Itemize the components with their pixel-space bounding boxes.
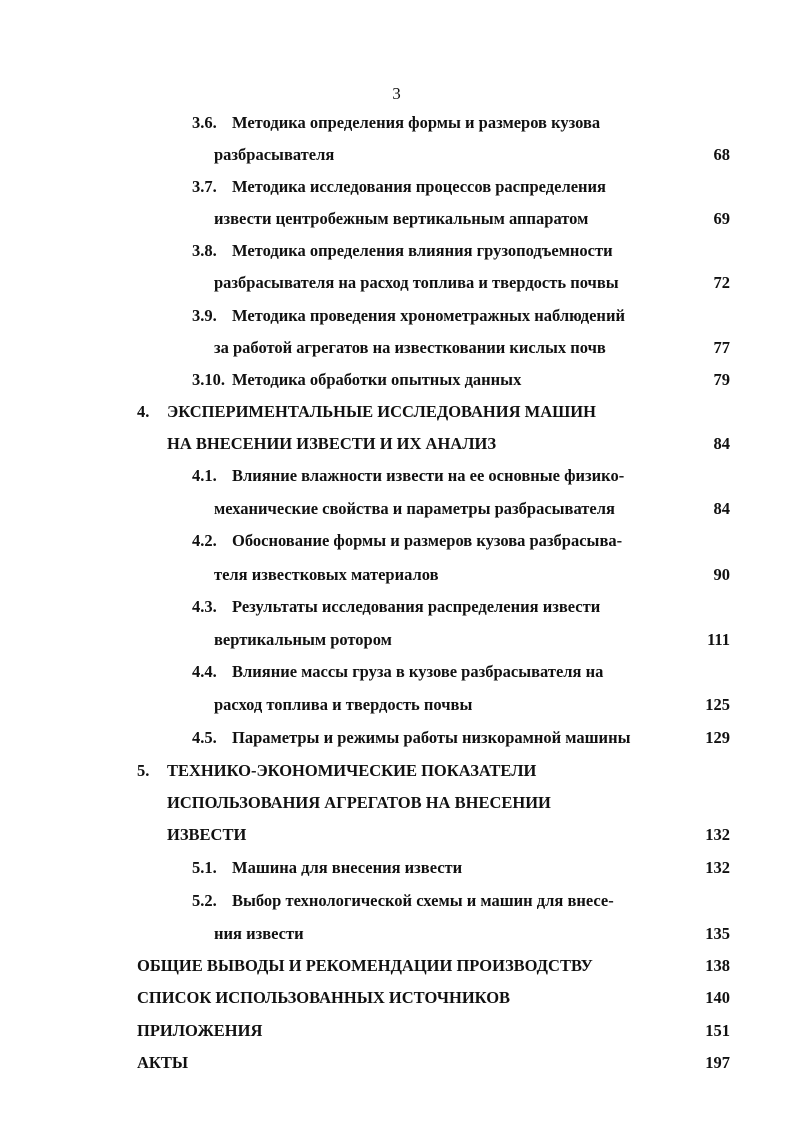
toc-entry-acts-line-1 [137, 1053, 188, 1073]
toc-entry-conclusions-line-1 [137, 956, 593, 976]
toc-entry-4-line-1 [137, 402, 596, 422]
toc-entry-title: за работой агрегатов на известковании кислых почв [214, 338, 606, 357]
toc-entry-title: Выбор технологической схемы и машин для внесе- [232, 891, 614, 910]
toc-entry-title: разбрасывателя [214, 145, 335, 164]
toc-entry-appendices-line-1 [137, 1021, 262, 1041]
toc-entry-title: ЭКСПЕРИМЕНТАЛЬНЫЕ ИССЛЕДОВАНИЯ МАШИН [167, 402, 596, 421]
toc-entry-page-4-1: 84 [713, 499, 730, 518]
toc-entry-title: Обоснование формы и размеров кузова разбрасыва- [232, 531, 623, 550]
toc-entry-3-6-line-1 [192, 113, 600, 133]
toc-entry-page-4-3: 111 [707, 630, 730, 649]
toc-entry-title: разбрасывателя на расход топлива и твердость почвы [214, 273, 619, 292]
toc-entry-title: Методика определения влияния грузоподъемности [232, 241, 613, 260]
toc-entry-title: СПИСОК ИСПОЛЬЗОВАННЫХ ИСТОЧНИКОВ [137, 988, 511, 1007]
page-number: 3 [392, 84, 401, 103]
toc-entry-number: 3.10. [192, 370, 225, 389]
toc-entry-3-10-line-1 [192, 370, 521, 390]
toc-entry-title: ИСПОЛЬЗОВАНИЯ АГРЕГАТОВ НА ВНЕСЕНИИ [167, 793, 551, 812]
toc-entry-page-3-10: 79 [713, 370, 730, 389]
toc-entry-title: Методика определения формы и размеров кузова [232, 113, 601, 132]
toc-entry-number: 5. [137, 761, 150, 780]
toc-entry-number: 4.2. [192, 531, 217, 550]
toc-entry-title: Параметры и режимы работы низкорамной машины [232, 728, 631, 747]
toc-entry-page-4: 84 [713, 434, 730, 453]
toc-entry-page-3-8: 72 [713, 273, 730, 292]
toc-entry-title: ния извести [214, 924, 304, 943]
toc-entry-number: 5.1. [192, 858, 217, 877]
toc-entry-title: извести центробежным вертикальным аппаратом [214, 209, 589, 228]
toc-entry-references-line-1 [137, 988, 510, 1008]
toc-entry-page-references: 140 [705, 988, 730, 1007]
toc-entry-title: вертикальным ротором [214, 630, 392, 649]
toc-entry-4-1-line-2 [214, 499, 615, 519]
toc-entry-5-line-2 [167, 793, 551, 813]
toc-entry-title: Результаты исследования распределения извести [232, 597, 601, 616]
toc-entry-number: 3.8. [192, 241, 217, 260]
toc-entry-4-line-2 [167, 434, 496, 454]
toc-entry-page-4-5: 129 [705, 728, 730, 747]
toc-entry-3-6-line-2 [214, 145, 334, 165]
toc-entry-page-acts: 197 [705, 1053, 730, 1072]
toc-entry-title: ОБЩИЕ ВЫВОДЫ И РЕКОМЕНДАЦИИ ПРОИЗВОДСТВУ [137, 956, 593, 975]
toc-entry-5-line-3 [167, 825, 246, 845]
toc-entry-page-appendices: 151 [705, 1021, 730, 1040]
toc-entry-3-8-line-2 [214, 273, 619, 293]
toc-entry-4-4-line-1 [192, 662, 603, 682]
toc-entry-5-2-line-1 [192, 891, 614, 911]
toc-entry-title: Методика обработки опытных данных [232, 370, 522, 389]
toc-entry-3-8-line-1 [192, 241, 613, 261]
toc-entry-title: Влияние влажности извести на ее основные физико- [232, 466, 625, 485]
toc-entry-number: 4.3. [192, 597, 217, 616]
toc-entry-number: 4. [137, 402, 150, 421]
toc-entry-title: механические свойства и параметры разбрасывателя [214, 499, 615, 518]
toc-entry-page-conclusions: 138 [705, 956, 730, 975]
toc-entry-title: Методика исследования процессов распределения [232, 177, 606, 196]
toc-entry-3-9-line-1 [192, 306, 625, 326]
toc-entry-4-2-line-2 [214, 565, 439, 585]
toc-entry-page-5-1: 132 [705, 858, 730, 877]
toc-entry-page-3-6: 68 [713, 145, 730, 164]
toc-entry-4-3-line-1 [192, 597, 600, 617]
toc-entry-5-1-line-1 [192, 858, 462, 878]
toc-entry-4-5-line-1 [192, 728, 630, 748]
toc-entry-title: ИЗВЕСТИ [167, 825, 247, 844]
toc-entry-title: ПРИЛОЖЕНИЯ [137, 1021, 263, 1040]
toc-entry-title: расход топлива и твердость почвы [214, 695, 473, 714]
toc-entry-title: НА ВНЕСЕНИИ ИЗВЕСТИ И ИХ АНАЛИЗ [167, 434, 497, 453]
toc-entry-3-9-line-2 [214, 338, 606, 358]
toc-entry-page-4-4: 125 [705, 695, 730, 714]
toc-entry-title: Влияние массы груза в кузове разбрасывателя на [232, 662, 604, 681]
toc-entry-number: 4.4. [192, 662, 217, 681]
toc-entry-page-5-2: 135 [705, 924, 730, 943]
toc-entry-number: 4.5. [192, 728, 217, 747]
toc-entry-4-3-line-2 [214, 630, 392, 650]
toc-entry-page-4-2: 90 [713, 565, 730, 584]
toc-entry-4-1-line-1 [192, 466, 624, 486]
toc-entry-title: теля известковых материалов [214, 565, 439, 584]
toc-entry-title: Машина для внесения извести [232, 858, 463, 877]
toc-entry-page-5: 132 [705, 825, 730, 844]
toc-entry-page-3-9: 77 [713, 338, 730, 357]
toc-entry-number: 5.2. [192, 891, 217, 910]
toc-entry-4-2-line-1 [192, 531, 622, 551]
toc-entry-title: АКТЫ [137, 1053, 189, 1072]
toc-entry-title: ТЕХНИКО-ЭКОНОМИЧЕСКИЕ ПОКАЗАТЕЛИ [167, 761, 537, 780]
toc-entry-3-7-line-1 [192, 177, 606, 197]
toc-entry-4-4-line-2 [214, 695, 472, 715]
toc-entry-page-3-7: 69 [713, 209, 730, 228]
toc-entry-3-7-line-2 [214, 209, 588, 229]
toc-entry-title: Методика проведения хронометражных наблюдений [232, 306, 625, 325]
toc-entry-number: 3.7. [192, 177, 217, 196]
toc-entry-number: 4.1. [192, 466, 217, 485]
toc-entry-5-2-line-2 [214, 924, 304, 944]
toc-entry-5-line-1 [137, 761, 536, 781]
toc-entry-number: 3.6. [192, 113, 217, 132]
toc-entry-number: 3.9. [192, 306, 217, 325]
